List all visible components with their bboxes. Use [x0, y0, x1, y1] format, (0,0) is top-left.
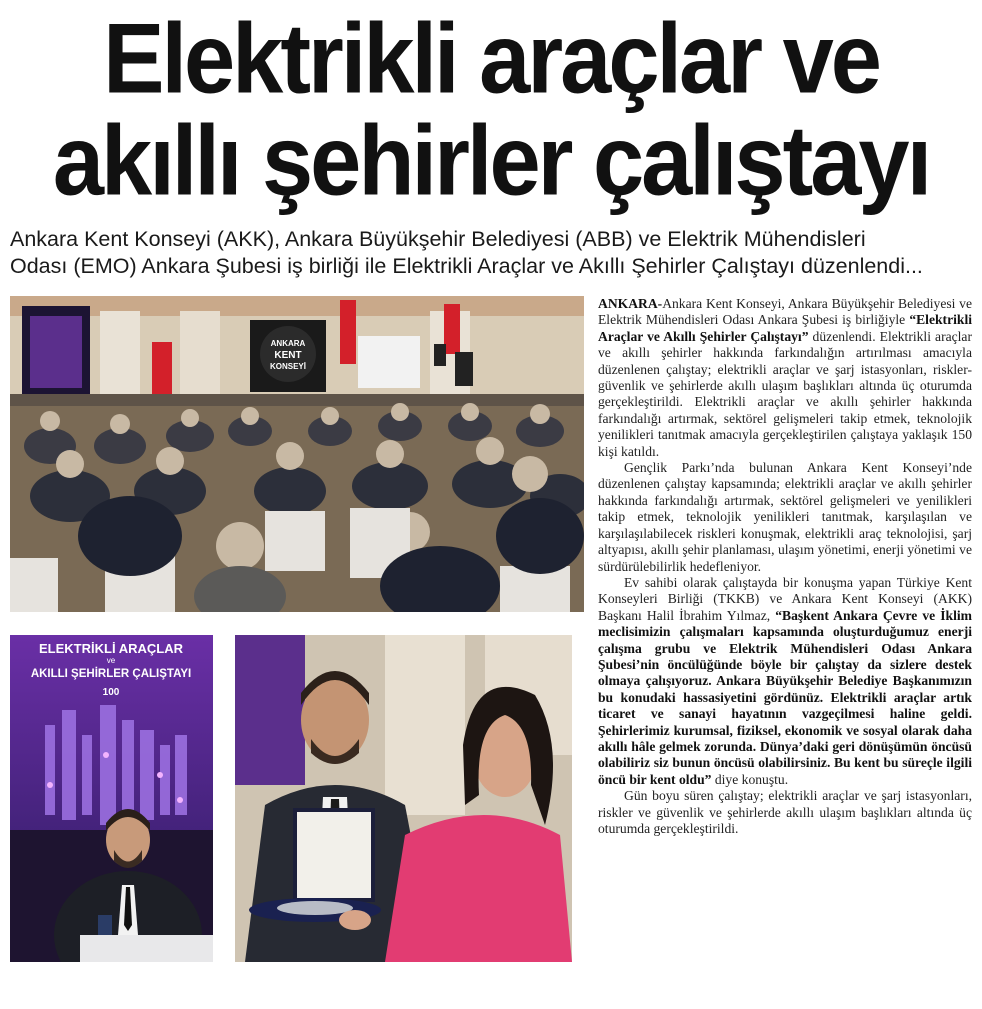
banner-line-1: ELEKTRİKLİ ARAÇLAR [39, 641, 183, 656]
article-paragraph-1: ANKARA-Ankara Kent Konseyi, Ankara Büyükşehir Belediyesi ve Elektrik Mühendisleri Odası Ankara Şubesi iş birliğiyle “Elektrikli Araçlar ve Akıllı Şehirler Çalıştayı” düzenlendi. Elektrikli araçlar ve akıllı şehirler hakkında farkındalığın artırılması amacıyla düzenlenen çalıştay; elektrikli araçlar ve şarj istasyonları, riskler-güvenlik ve şehirlerde akıllı ulaşım başlıkları altında üç oturumda gerçekleştirildi. Elektrikli araçlar ve akıllı şehirler hakkında farkındalığı artırmak, sektörel gelişmeleri takip etmek, teknolojik yenilikleri tanıtmak amacıyla gerçekleştirilen çalıştaya yaklaşık 150 kişi katıldı. [598, 296, 972, 459]
article-body [598, 296, 972, 837]
quote: “Başkent Ankara Çevre ve İklim meclisimizin çalışmaları kapsamında oluşturduğumuz enerji çalışma grubu ve Elektrik Mühendisleri Odası Ankara Şubesi’nin öncülüğünde böyle bir çalıştay da sizlere destek olmaya çalışıyoruz. Ankara Büyükşehir Belediye Başkanımızın bu konudaki hassasiyetini gördünüz. Elektrikli araçlar artık ticaret ve sanayi hayatının vazgeçilmesi haline geldi. Şehirlerimiz kurumsal, fiziksel, ekonomik ve sosyal olarak daha akıllı hâle gelmek zorunda. Dünya’daki geri dönüşümün öncüsü olabiliriz siz bunun öncüsü olabilirsiniz. Bu kent bu süreçle ilgili öncü bir kent oldu” [598, 607, 972, 787]
speaker-banner-photo [10, 635, 213, 962]
headline-line-1: Elektrikli araçlar ve [103, 3, 879, 115]
plaque-ceremony-photo [235, 635, 572, 962]
banner-line-3: AKILLI ŞEHİRLER ÇALIŞTAYI [30, 668, 192, 680]
lede-line-1: Ankara Kent Konseyi (AKK), Ankara Büyükşehir Belediyesi (ABB) ve Elektrik Mühendisleri [10, 227, 866, 251]
main-conference-photo [10, 296, 584, 612]
screen-text-2: KENT [274, 350, 302, 361]
article-paragraph-2: Gençlik Parkı’nda bulunan Ankara Kent Konseyi’nde düzenlenen çalıştay kapsamında; elektrikli araçlar ve akıllı şehirler hakkında farkındalığı artırmak, sektörel gelişmeleri ve yenilikleri takip etmek, teknolojik yenilikleri tanıtmak, karşılaşılan ve karşılaşılabilecek riskleri konuşmak, elektrikli araç teknolojisi, şarj altyapısı, akıllı şehir planlaması, ulaşım yönetimi, enerji yönetimi ve sürdürülebilirlik hedefleniyor. [598, 460, 972, 574]
event-title: “Elektrikli Araçlar ve Akıllı Şehirler Çalıştayı” [598, 312, 972, 344]
banner-line-4: 100 [102, 687, 120, 698]
article-paragraph-3: Ev sahibi olarak çalıştayda bir konuşma yapan Türkiye Kent Konseyleri Birliği (TKKB) ve Ankara Kent Konseyi (AKK) Başkanı Halil İbrahim Yılmaz, “Başkent Ankara Çevre ve İklim meclisimizin çalışmaları kapsamında oluşturduğumuz enerji çalışma grubu ve Elektrik Mühendisleri Odası Ankara Şubesi’nin öncülüğünde böyle bir çalıştay da sizlere destek olmaya çalışıyoruz. Ankara Büyükşehir Belediye Başkanımızın bu konudaki hassasiyetini gördünüz. Elektrikli araçlar artık ticaret ve sanayi hayatının vazgeçilmesi haline geldi. Şehirlerimiz kurumsal, fiziksel, ekonomik ve sosyal olarak daha akıllı hâle gelmek zorunda. Dünya’daki geri dönüşümün öncüsü olabiliriz siz bunun öncüsü olabilirsiniz. Bu kent bu süreçle ilgili öncü bir kent oldu” diye konuştu. [598, 574, 972, 787]
lede [10, 226, 970, 280]
lede-line-2: Odası (EMO) Ankara Şubesi iş birliği ile Elektrikli Araçlar ve Akıllı Şehirler Çalıştayı düzenlendi... [10, 254, 923, 278]
article-paragraph-4: Gün boyu süren çalıştay; elektrikli araçlar ve şarj istasyonları, riskler ve güvenlik ve şehirlerde akıllı ulaşım başlıkları altında üç oturumda gerçekleştirildi. [598, 788, 972, 836]
dateline: ANKARA- [598, 296, 663, 311]
headline [0, 0, 982, 222]
banner-line-2: ve [106, 656, 116, 665]
screen-text-1: ANKARA [270, 339, 306, 348]
headline-line-2: akıllı şehirler çalıştayı [52, 105, 930, 217]
screen-text-3: KONSEYİ [269, 362, 307, 371]
